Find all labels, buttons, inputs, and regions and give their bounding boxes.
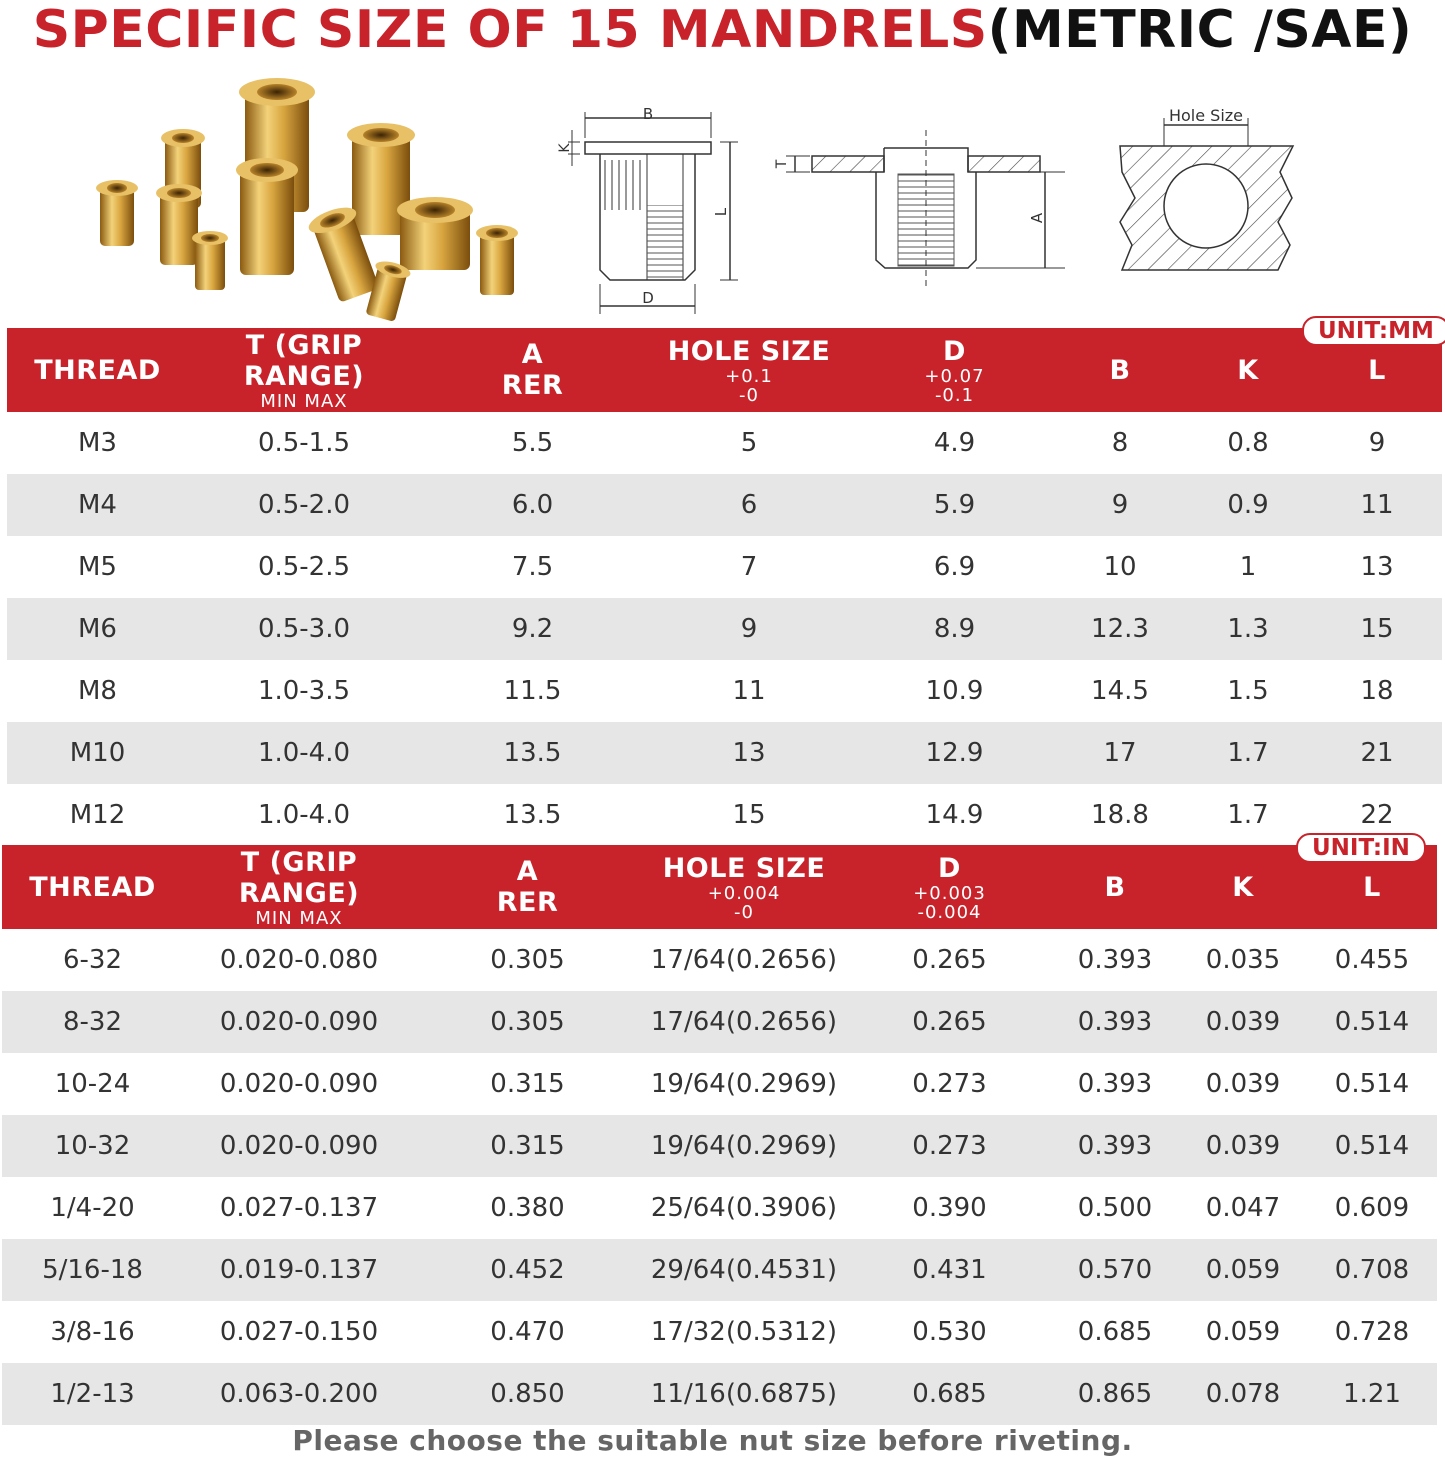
table-cell: 5 bbox=[740, 428, 758, 458]
table-cell: 0.078 bbox=[1179, 1363, 1307, 1425]
title-main: SPECIFIC SIZE OF 15 MANDRELS bbox=[32, 0, 988, 60]
table-row bbox=[2, 929, 1437, 991]
table-cell: 14.9 bbox=[925, 800, 984, 830]
table-cell: 0.685 bbox=[1077, 1317, 1153, 1347]
table-cell: 0.708 bbox=[1307, 1239, 1437, 1301]
table-cell: 0.020-0.080 bbox=[219, 945, 379, 975]
header-d: D +0.07 -0.1 bbox=[853, 328, 1056, 412]
table-cell: 0.020-0.090 bbox=[219, 1069, 379, 1099]
table-cell: 0.514 bbox=[1334, 1069, 1410, 1099]
table-cell: 0.039 bbox=[1205, 1069, 1281, 1099]
sae-rows bbox=[2, 929, 1437, 1425]
table-cell: 0.265 bbox=[848, 991, 1051, 1053]
table-row bbox=[2, 1177, 1437, 1239]
table-cell: 0.530 bbox=[912, 1317, 987, 1347]
label-d: D bbox=[642, 289, 654, 307]
product-figure bbox=[80, 70, 1400, 325]
table-cell: 1/2-13 bbox=[2, 1363, 183, 1425]
header-thread: THREAD bbox=[7, 328, 188, 412]
table-cell: 0.500 bbox=[1077, 1193, 1153, 1223]
table-cell: 0.315 bbox=[415, 1115, 640, 1177]
hole-size-diagram bbox=[1120, 118, 1293, 270]
table-cell: 0.027-0.137 bbox=[219, 1193, 379, 1223]
header-l: L bbox=[1307, 845, 1437, 929]
header-a: A RER bbox=[415, 845, 640, 929]
table-cell: 0.020-0.090 bbox=[183, 1115, 415, 1177]
table-cell: 11 bbox=[732, 676, 766, 706]
table-cell: 4.9 bbox=[933, 428, 976, 458]
table-cell: 0.470 bbox=[490, 1317, 565, 1347]
table-cell: 19/64(0.2969) bbox=[640, 1115, 848, 1177]
table-row bbox=[7, 598, 1442, 660]
table-cell: 0.570 bbox=[1051, 1239, 1179, 1301]
table-cell: 1.21 bbox=[1307, 1363, 1437, 1425]
table-cell: 10 bbox=[1103, 552, 1137, 582]
table-cell: 17/32(0.5312) bbox=[650, 1317, 838, 1347]
metric-header-row bbox=[7, 328, 1442, 412]
unit-badge-mm: UNIT:MM bbox=[1302, 316, 1445, 346]
table-cell: 6.9 bbox=[933, 552, 976, 582]
table-cell: 29/64(0.4531) bbox=[640, 1239, 848, 1301]
label-k: K bbox=[557, 143, 573, 153]
table-cell: M10 bbox=[7, 722, 188, 784]
table-cell: 6 bbox=[645, 474, 853, 536]
table-cell: 13 bbox=[1360, 552, 1394, 582]
table-cell: 0.393 bbox=[1051, 991, 1179, 1053]
table-cell: 13.5 bbox=[503, 800, 562, 830]
table-cell: M12 bbox=[69, 800, 126, 830]
table-row bbox=[7, 722, 1442, 784]
table-cell: 10-32 bbox=[2, 1115, 183, 1177]
header-k: K bbox=[1184, 328, 1312, 412]
table-cell: 3/8-16 bbox=[50, 1317, 135, 1347]
table-cell: 0.609 bbox=[1334, 1193, 1410, 1223]
table-cell: 18 bbox=[1360, 676, 1394, 706]
table-cell: 1 bbox=[1239, 552, 1257, 582]
header-thread: THREAD bbox=[2, 845, 183, 929]
table-cell: 0.514 bbox=[1307, 1115, 1437, 1177]
table-row bbox=[7, 660, 1442, 722]
table-cell: 17/64(0.2656) bbox=[650, 945, 838, 975]
metric-rows bbox=[7, 412, 1442, 846]
table-cell: 9 bbox=[1056, 474, 1184, 536]
table-cell: 0.063-0.200 bbox=[183, 1363, 415, 1425]
table-cell: 22 bbox=[1360, 800, 1394, 830]
table-row bbox=[7, 536, 1442, 598]
table-cell: 1.7 bbox=[1184, 722, 1312, 784]
table-cell: 0.393 bbox=[1077, 945, 1153, 975]
table-cell: 0.393 bbox=[1077, 1069, 1153, 1099]
table-cell: 8 bbox=[1111, 428, 1129, 458]
table-cell: 11 bbox=[1312, 474, 1442, 536]
table-cell: 19/64(0.2969) bbox=[650, 1069, 838, 1099]
header-grip-range: T (GRIP RANGE) MIN MAX bbox=[183, 845, 415, 929]
label-b: B bbox=[642, 105, 654, 123]
header-b: B bbox=[1056, 328, 1184, 412]
table-cell: 0.305 bbox=[490, 945, 565, 975]
table-cell: 0.5-2.5 bbox=[257, 552, 351, 582]
table-cell: 0.865 bbox=[1051, 1363, 1179, 1425]
table-cell: 14.5 bbox=[1091, 676, 1149, 706]
table-cell: 21 bbox=[1312, 722, 1442, 784]
table-cell: 11.5 bbox=[503, 676, 562, 706]
unit-badge-in: UNIT:IN bbox=[1296, 833, 1426, 863]
table-cell: 0.8 bbox=[1227, 428, 1269, 458]
table-cell: 8.9 bbox=[853, 598, 1056, 660]
table-row bbox=[2, 1363, 1437, 1425]
table-cell: 0.039 bbox=[1179, 991, 1307, 1053]
table-row bbox=[2, 991, 1437, 1053]
table-cell: 18.8 bbox=[1091, 800, 1149, 830]
rivet-nuts-photo bbox=[96, 78, 518, 323]
table-cell: 5.5 bbox=[511, 428, 554, 458]
table-row bbox=[2, 1115, 1437, 1177]
label-l: L bbox=[712, 207, 730, 217]
table-cell: M4 bbox=[7, 474, 188, 536]
table-cell: 7 bbox=[740, 552, 758, 582]
header-d: D +0.003 -0.004 bbox=[848, 845, 1051, 929]
table-cell: 0.039 bbox=[1179, 1115, 1307, 1177]
table-cell: 1.5 bbox=[1227, 676, 1269, 706]
header-hole-size: HOLE SIZE +0.1 -0 bbox=[645, 328, 853, 412]
table-cell: 9 bbox=[1368, 428, 1386, 458]
table-cell: 8-32 bbox=[2, 991, 183, 1053]
label-a: A bbox=[1028, 212, 1046, 224]
table-cell: 0.315 bbox=[490, 1069, 565, 1099]
table-cell: 9.2 bbox=[420, 598, 645, 660]
table-cell: 0.452 bbox=[415, 1239, 640, 1301]
table-cell: 0.5-2.0 bbox=[188, 474, 420, 536]
table-cell: 0.390 bbox=[912, 1193, 987, 1223]
table-row bbox=[7, 474, 1442, 536]
table-row bbox=[7, 784, 1442, 846]
footnote: Please choose the suitable nut size before riveting. bbox=[292, 1424, 1133, 1457]
metric-spec-table bbox=[7, 328, 1442, 846]
table-cell: 0.047 bbox=[1205, 1193, 1281, 1223]
table-cell: 1.7 bbox=[1227, 800, 1269, 830]
table-cell: 9 bbox=[645, 598, 853, 660]
table-cell: 0.019-0.137 bbox=[183, 1239, 415, 1301]
label-t: T bbox=[774, 159, 790, 169]
table-cell: 0.455 bbox=[1334, 945, 1410, 975]
table-cell: 1/4-20 bbox=[50, 1193, 135, 1223]
header-a: A RER bbox=[420, 328, 645, 412]
table-cell: 1.0-3.5 bbox=[257, 676, 351, 706]
table-cell: M6 bbox=[7, 598, 188, 660]
table-cell: 0.059 bbox=[1179, 1239, 1307, 1301]
table-row bbox=[2, 1239, 1437, 1301]
table-cell: 0.035 bbox=[1205, 945, 1281, 975]
table-cell: 0.059 bbox=[1205, 1317, 1281, 1347]
table-row bbox=[2, 1053, 1437, 1115]
table-cell: 15 bbox=[1312, 598, 1442, 660]
table-cell: 17 bbox=[1056, 722, 1184, 784]
table-cell: 0.5-1.5 bbox=[257, 428, 351, 458]
table-cell: M5 bbox=[78, 552, 117, 582]
table-cell: 0.027-0.150 bbox=[219, 1317, 379, 1347]
table-cell: 0.265 bbox=[912, 945, 987, 975]
table-row bbox=[7, 412, 1442, 474]
table-cell: 0.685 bbox=[848, 1363, 1051, 1425]
table-cell: 12.3 bbox=[1056, 598, 1184, 660]
page-title bbox=[0, 0, 1445, 62]
table-cell: 17/64(0.2656) bbox=[640, 991, 848, 1053]
header-l: L bbox=[1312, 328, 1442, 412]
table-cell: M3 bbox=[78, 428, 117, 458]
table-cell: 0.380 bbox=[490, 1193, 565, 1223]
table-cell: 5/16-18 bbox=[2, 1239, 183, 1301]
table-cell: 10-24 bbox=[54, 1069, 131, 1099]
installed-section-diagram bbox=[786, 130, 1065, 290]
table-cell: 0.273 bbox=[848, 1115, 1051, 1177]
table-cell: 15 bbox=[732, 800, 766, 830]
table-cell: 5.9 bbox=[853, 474, 1056, 536]
table-cell: 12.9 bbox=[853, 722, 1056, 784]
product-illustration bbox=[80, 70, 1400, 325]
table-cell: 0.020-0.090 bbox=[183, 991, 415, 1053]
table-cell: 0.273 bbox=[912, 1069, 987, 1099]
table-cell: 1.0-4.0 bbox=[257, 800, 351, 830]
table-cell: 11/16(0.6875) bbox=[640, 1363, 848, 1425]
label-hole-size: Hole Size bbox=[1168, 106, 1244, 125]
table-cell: 0.9 bbox=[1184, 474, 1312, 536]
table-cell: 0.305 bbox=[415, 991, 640, 1053]
table-cell: M8 bbox=[78, 676, 117, 706]
header-hole-size: HOLE SIZE +0.004 -0 bbox=[640, 845, 848, 929]
table-cell: 13.5 bbox=[420, 722, 645, 784]
table-cell: 6.0 bbox=[420, 474, 645, 536]
table-cell: 0.393 bbox=[1051, 1115, 1179, 1177]
table-cell: 0.728 bbox=[1334, 1317, 1410, 1347]
table-cell: 13 bbox=[645, 722, 853, 784]
header-b: B bbox=[1051, 845, 1179, 929]
table-cell: 1.3 bbox=[1184, 598, 1312, 660]
table-cell: 0.850 bbox=[415, 1363, 640, 1425]
header-k: K bbox=[1179, 845, 1307, 929]
table-row bbox=[2, 1301, 1437, 1363]
sae-spec-table bbox=[2, 845, 1437, 1425]
table-cell: 10.9 bbox=[925, 676, 984, 706]
table-cell: 0.5-3.0 bbox=[188, 598, 420, 660]
header-grip-range: T (GRIP RANGE) MIN MAX bbox=[188, 328, 420, 412]
sae-header-row bbox=[2, 845, 1437, 929]
table-cell: 25/64(0.3906) bbox=[650, 1193, 838, 1223]
table-cell: 0.431 bbox=[848, 1239, 1051, 1301]
table-cell: 1.0-4.0 bbox=[188, 722, 420, 784]
table-cell: 6-32 bbox=[62, 945, 122, 975]
table-cell: 0.514 bbox=[1307, 991, 1437, 1053]
table-cell: 7.5 bbox=[511, 552, 554, 582]
title-suffix: (METRIC /SAE) bbox=[987, 0, 1413, 60]
